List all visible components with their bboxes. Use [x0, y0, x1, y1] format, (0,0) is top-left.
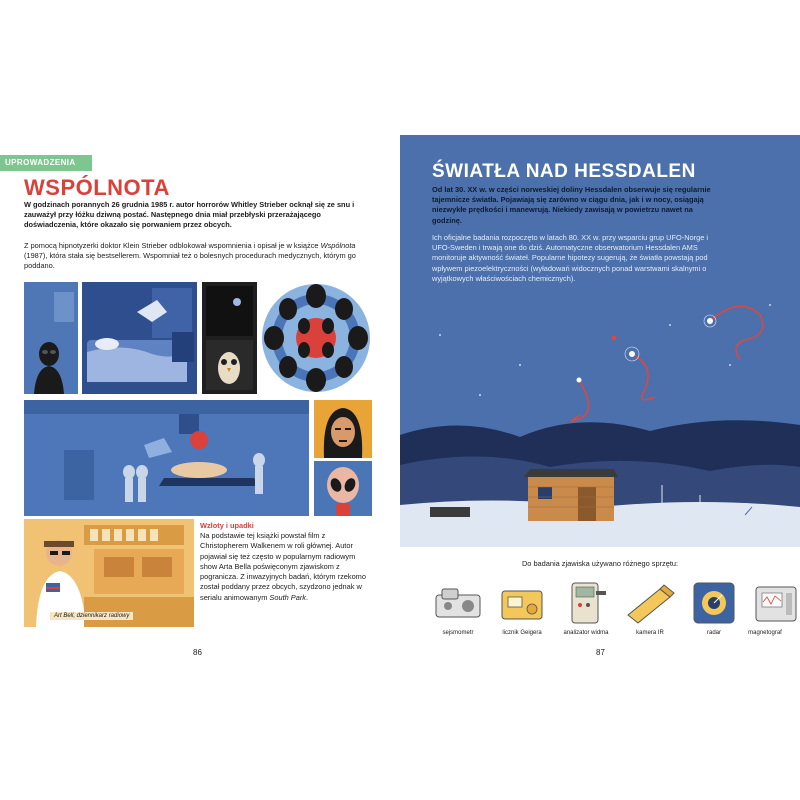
- comic-panel-grey-alien: [314, 461, 372, 516]
- page-title: ŚWIATŁA NAD HESSDALEN: [432, 161, 696, 182]
- equipment-label: sejsmometr: [442, 630, 474, 636]
- bedroom-illustration: [82, 282, 197, 394]
- alien-circle-illustration: [260, 282, 372, 394]
- subsection-heading: Wzloty i upadki: [200, 521, 254, 530]
- radar-icon: [686, 577, 742, 629]
- left-page: [0, 135, 400, 665]
- section-tag: UPROWADZENIA: [0, 155, 92, 171]
- comic-panel-alien-circle: [260, 282, 372, 394]
- comic-panel-operation: [24, 400, 309, 516]
- comic-panel-radio-host: [24, 519, 194, 627]
- side-text-part: Na podstawie tej książki powstał film z Christopherem Walkenem w roli głównej. Autor pojawiał się też często w popularnym radiowym show Arta Bella poświęconym zjawiskom z pogranicza. Z inwazyjnych badań, którym rzekomo został poddany przez obcych, szydzono jednak w serialu animowanym: [200, 531, 366, 602]
- book-title: Wspólnota: [320, 241, 356, 250]
- comic-panel-alien: [24, 282, 78, 394]
- magnetograph-icon: [750, 577, 800, 629]
- show-title: South Park: [269, 592, 306, 602]
- equipment-label: magnetograf: [748, 630, 782, 636]
- operation-illustration: [24, 400, 309, 516]
- equipment-label: analizator widma: [563, 630, 609, 636]
- page-number: 86: [193, 648, 202, 657]
- comic-panel-hooded-face: [314, 400, 372, 458]
- hooded-face-illustration: [314, 400, 372, 458]
- geiger-counter-icon: [494, 577, 550, 629]
- right-page: [400, 135, 800, 665]
- equipment-label: licznik Geigera: [502, 630, 542, 636]
- seismometer-icon: [430, 577, 486, 629]
- grey-alien-illustration: [314, 461, 372, 516]
- radio-host-illustration: [24, 519, 194, 627]
- lead-paragraph: Od lat 30. XX w. w części norweskiej doliny Hessdalen obserwuje się regularnie tajemnicze światła. Pojawiają się zarówno w ciągu dnia, jak i w nocy, osiągają niezwykłe prędkości i manewrują. Niekiedy zawisają w powietrzu nawet na godzinę.: [432, 185, 711, 225]
- ir-camera-icon: [622, 577, 678, 629]
- body-paragraph: [24, 241, 372, 272]
- comic-panel-bedroom: [82, 282, 197, 394]
- spectrum-analyzer-icon: [558, 577, 614, 629]
- owl-illustration: [202, 282, 257, 394]
- equipment-intro: Do badania zjawiska używano różnego sprzętu:: [521, 559, 679, 568]
- body-paragraph: Ich oficjalne badania rozpoczęto w latach 80. XX w. przy wsparciu grup UFO-Norge i UFO-Sweden i trwają one do dziś. Automatyczne obserwatorium Hessdalen AMS monitoruje aktywność świateł. Popularne hipotezy sugerują, że światła powstają pod wpływem piezoelektryczności (wyładowań widocznych ponad warstwami skalnymi o wyjątkowych właściwościach chemicznych).: [432, 233, 709, 283]
- page-title: WSPÓLNOTA: [24, 175, 170, 200]
- body-text-part: (1987), która stała się bestsellerem. Wspomniał też o bolesnych procedurach medycznych, którym go poddano.: [24, 251, 356, 271]
- side-paragraph: [200, 531, 370, 603]
- equipment-label: radar: [706, 630, 721, 636]
- hessdalen-night-scene: [400, 135, 800, 547]
- body-text-part: Z pomocą hipnotyzerki doktor Klein Strieber odblokował wspomnienia i opisał je w książce: [24, 241, 321, 250]
- page-number: 87: [596, 648, 605, 657]
- alien-silhouette-illustration: [24, 282, 78, 394]
- side-text-part: .: [306, 592, 309, 602]
- lead-paragraph: W godzinach porannych 26 grudnia 1985 r. autor horrorów Whitley Strieber ocknął się ze snu i zauważył przy łóżku dziwną postać. Następnego dnia miał przebłyski przerażającego doświadczenia, które okazało się porwaniem przez obcych.: [24, 200, 355, 230]
- illustration-caption: Art Bell, dziennikarz radiowy: [50, 612, 133, 620]
- equipment-label: kamera IR: [636, 630, 664, 636]
- comic-panel-owl: [202, 282, 257, 394]
